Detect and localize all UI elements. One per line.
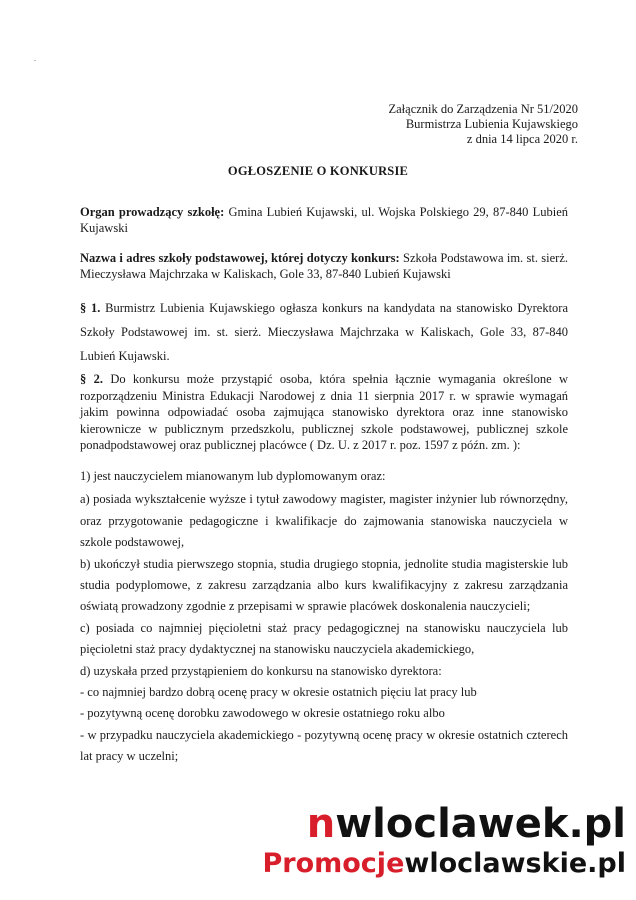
- requirement-d: d) uzyskała przed przystąpieniem do konkursu na stanowisko dyrektora:: [80, 663, 442, 678]
- school-text: Szkoła Podstawowa im. st. sierż. Mieczysława Majchrzaka w Kaliskach, Gole 33, 87-840 Lubień Kujawski: [80, 251, 568, 281]
- section-2-label: § 2.: [80, 372, 103, 386]
- requirements-list: [80, 466, 568, 768]
- section-1-paragraph: [80, 296, 568, 368]
- organ-paragraph: [80, 204, 568, 236]
- requirement-1: 1) jest nauczycielem mianowanym lub dyplomowanym oraz:: [80, 469, 386, 483]
- section-2-paragraph: [80, 371, 568, 454]
- requirement-d-1: - co najmniej bardzo dobrą ocenę pracy w okresie ostatnich pięciu lat pracy lub: [80, 685, 477, 700]
- watermark-line-1: [307, 802, 626, 846]
- watermark-line-1-prefix: n: [306, 801, 336, 847]
- requirement-b: b) ukończył studia pierwszego stopnia, studia drugiego stopnia, jednolite studia magisterskie lub studia podyplomowe, z zakresu zarządzania albo kurs kwalifikacyjny z zakresu zarządzania oświatą prowadzony zgodnie z przepisami w sprawie placówek doskonalenia nauczycieli;: [80, 556, 568, 614]
- annex-header: [389, 102, 579, 147]
- section-2-text: Do konkursu może przystąpić osoba, która spełnia łącznie wymagania określone w rozporządzeniu Ministra Edukacji Narodowej z dnia 11 sierpnia 2017 r. w sprawie wymagań jakim powinna odpowiadać osoba zajmująca stanowisko dyrektora oraz inne stanowisko kierownicze w publicznym przedszkolu, publicznej szkole podstawowej, publicznej szkole ponadpodstawowej oraz publicznej placówce ( Dz. U. z 2017 r. poz. 1597 z późn. zm. ):: [80, 372, 568, 452]
- watermark-line-2: [262, 848, 626, 880]
- organ-label: Organ prowadzący szkołę:: [80, 205, 225, 219]
- annex-line-2: Burmistrza Lubienia Kujawskiego: [405, 117, 578, 131]
- annex-line-1: Załącznik do Zarządzenia Nr 51/2020: [388, 102, 578, 116]
- school-paragraph: [80, 250, 568, 282]
- watermark-line-1-rest: wloclawek.pl: [335, 801, 626, 847]
- annex-line-3: z dnia 14 lipca 2020 r.: [466, 132, 578, 146]
- section-1-label: § 1.: [80, 301, 101, 315]
- requirement-c: c) posiada co najmniej pięcioletni staż pracy pedagogicznej na stanowisku nauczyciela lub pięcioletni staż pracy dydaktycznej na stanowisku nauczyciela akademickiego,: [80, 620, 568, 657]
- requirement-d-2: - pozytywną ocenę dorobku zawodowego w okresie ostatniego roku albo: [80, 706, 445, 721]
- requirement-d-3: - w przypadku nauczyciela akademickiego - pozytywną ocenę pracy w okresie ostatnich czterech lat pracy w uczelni;: [80, 727, 568, 764]
- section-1-text: Burmistrz Lubienia Kujawskiego ogłasza konkurs na kandydata na stanowisko Dyrektora Szkoły Podstawowej im. st. sierż. Mieczysława Majchrzaka w Kaliskach, Gole 33, 87-840 Lubień Kujawski.: [80, 301, 569, 363]
- page-title: OGŁOSZENIE O KONKURSIE: [227, 164, 409, 178]
- watermark-line-2-rest: wloclawskie.pl: [404, 848, 626, 879]
- requirement-a: a) posiada wykształcenie wyższe i tytuł zawodowy magister, magister inżynier lub równorzędny, oraz przygotowanie pedagogiczne i kwalifikacje do zajmowania stanowiska nauczyciela w szkole podstawowej,: [80, 492, 568, 550]
- scan-speck: [34, 60, 36, 61]
- school-label: Nazwa i adres szkoły podstawowej, której dotyczy konkurs:: [80, 251, 400, 265]
- watermark-line-2-prefix: Promocje: [262, 848, 405, 879]
- organ-text: Gmina Lubień Kujawski, ul. Wojska Polskiego 29, 87-840 Lubień Kujawski: [80, 205, 569, 235]
